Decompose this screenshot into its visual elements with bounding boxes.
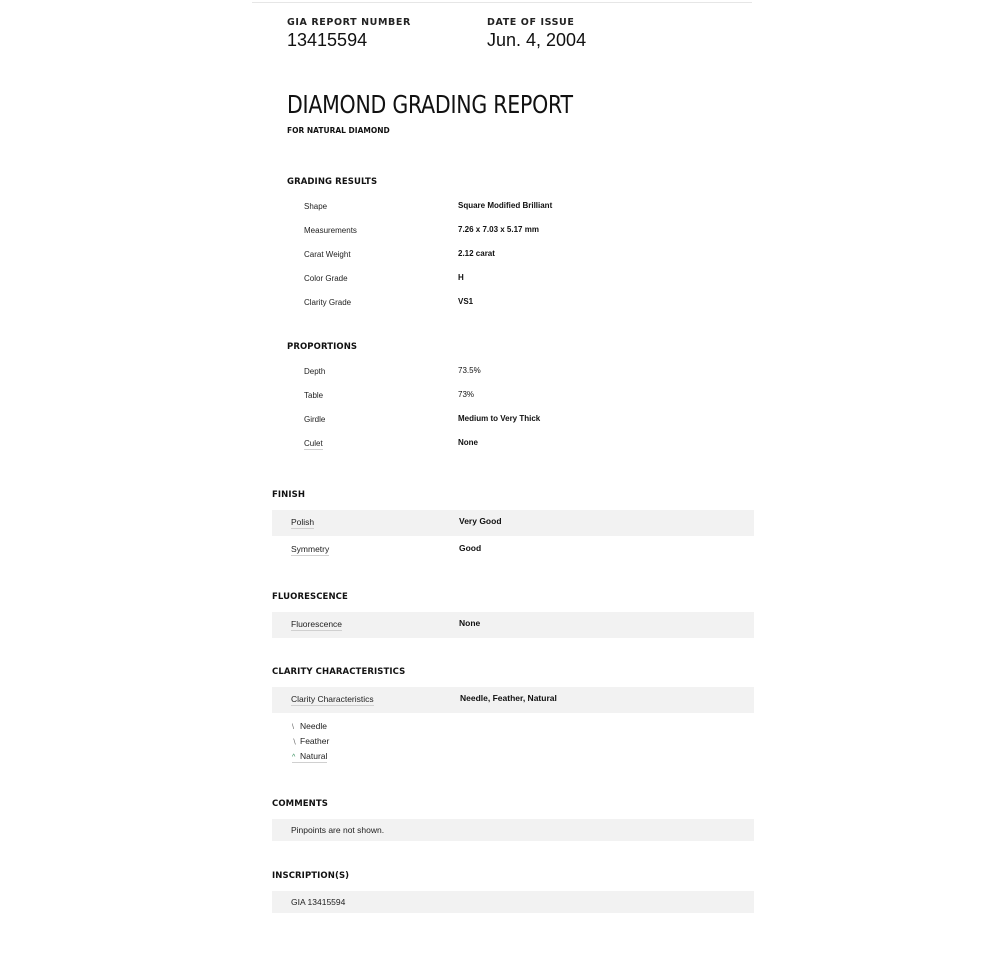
report-subtitle: FOR NATURAL DIAMOND xyxy=(287,126,390,135)
girdle-label: Girdle xyxy=(304,415,326,424)
culet-value: None xyxy=(458,438,478,447)
culet-label: Culet xyxy=(304,439,323,448)
polish-label: Polish xyxy=(291,517,315,527)
comments-heading: COMMENTS xyxy=(272,799,329,809)
carat-weight-value: 2.12 carat xyxy=(458,249,495,258)
inscriptions-heading: INSCRIPTION(S) xyxy=(272,871,350,881)
symmetry-label: Symmetry xyxy=(291,544,330,554)
carat-weight-label: Carat Weight xyxy=(304,250,351,259)
grading-results-heading: GRADING RESULTS xyxy=(287,177,378,187)
key-symbol-feather xyxy=(292,736,329,746)
fluorescence-row xyxy=(272,612,754,638)
key-symbol-needle xyxy=(292,721,327,731)
date-of-issue: Jun. 4, 2004 xyxy=(487,30,587,50)
feather-icon: ∖ xyxy=(292,739,297,746)
clarity-characteristics-label: Clarity Characteristics xyxy=(291,694,374,704)
polish-value: Very Good xyxy=(459,516,502,526)
report-number-label: GIA REPORT NUMBER xyxy=(287,17,411,28)
polish-row xyxy=(272,510,754,536)
shape-value: Square Modified Brilliant xyxy=(458,201,553,210)
comments-text: Pinpoints are not shown. xyxy=(291,825,385,835)
symmetry-value: Good xyxy=(459,543,482,553)
fluorescence-label: Fluorescence xyxy=(291,619,343,629)
shape-label: Shape xyxy=(304,202,328,211)
feather-label: Feather xyxy=(300,736,330,746)
clarity-characteristics-value: Needle, Feather, Natural xyxy=(460,693,557,703)
top-divider xyxy=(252,2,752,3)
needle-label: Needle xyxy=(300,721,327,731)
clarity-grade-label: Clarity Grade xyxy=(304,298,352,307)
fluorescence-value: None xyxy=(459,618,481,628)
clarity-characteristics-heading: CLARITY CHARACTERISTICS xyxy=(272,667,406,677)
clarity-grade-value: VS1 xyxy=(458,297,474,306)
date-of-issue-label: DATE OF ISSUE xyxy=(487,17,575,28)
color-grade-label: Color Grade xyxy=(304,274,348,283)
natural-label: Natural xyxy=(300,751,328,761)
report-number: 13415594 xyxy=(287,30,368,50)
key-symbol-natural xyxy=(292,751,327,763)
girdle-value: Medium to Very Thick xyxy=(458,414,541,423)
needle-icon: \ xyxy=(292,724,294,731)
table-value: 73% xyxy=(458,390,475,399)
fluorescence-heading: FLUORESCENCE xyxy=(272,592,348,602)
measurements-label: Measurements xyxy=(304,226,357,235)
table-label: Table xyxy=(304,391,324,400)
natural-icon: ^ xyxy=(292,754,296,761)
depth-label: Depth xyxy=(304,367,326,376)
depth-value: 73.5% xyxy=(458,366,481,375)
finish-heading: FINISH xyxy=(272,490,306,500)
inscriptions-text: GIA 13415594 xyxy=(291,897,346,907)
proportions-heading: PROPORTIONS xyxy=(287,342,358,352)
color-grade-value: H xyxy=(458,273,464,282)
measurements-value: 7.26 x 7.03 x 5.17 mm xyxy=(458,225,539,234)
report-title: DIAMOND GRADING REPORT xyxy=(287,90,573,119)
